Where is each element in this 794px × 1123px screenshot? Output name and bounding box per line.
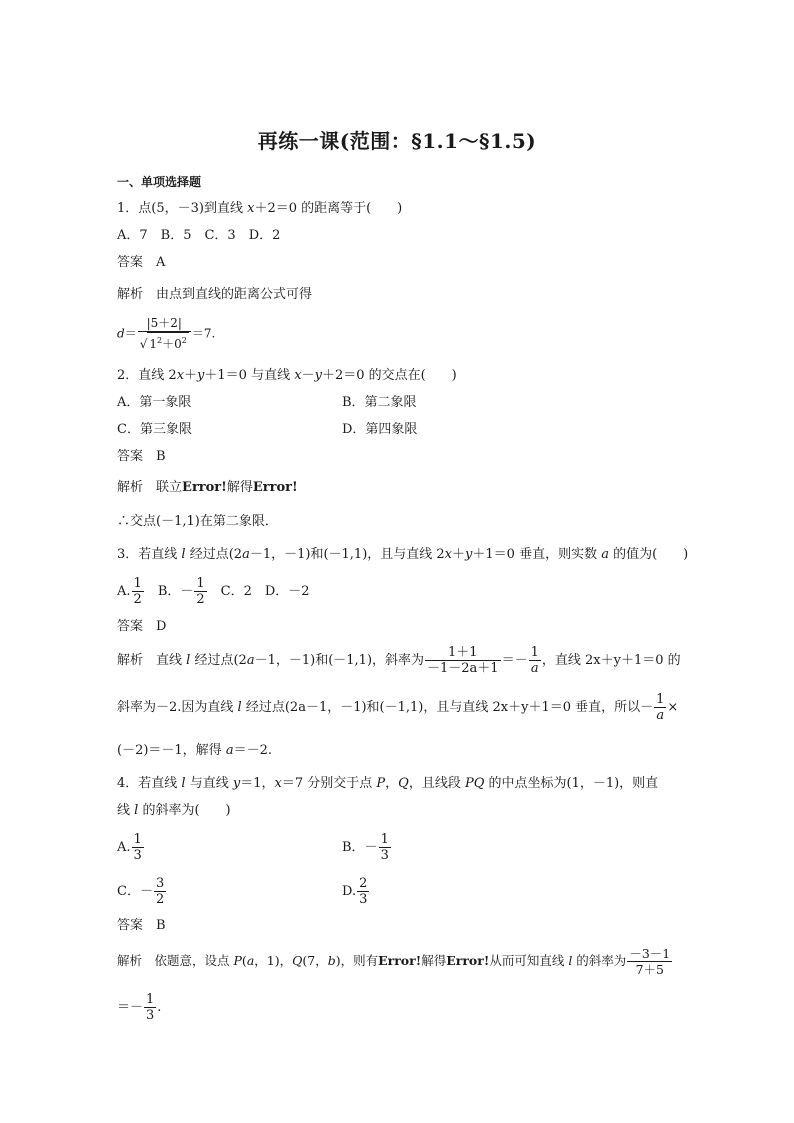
q4-option-a: A. $\frac{1}{3}$ bbox=[117, 832, 142, 863]
q3-analysis-line2: 斜率为－2.因为直线 l 经过点(2a－1，－1)和(－1,1)，且与直线 2x＋y＋1＝0 垂直，所以－ $\frac{1}{a}$ × bbox=[117, 692, 679, 723]
q2-option-c: C．第三象限 bbox=[117, 422, 192, 437]
q2-option-b: B．第二象限 bbox=[342, 395, 417, 410]
section-heading: 一、单项选择题 bbox=[117, 175, 202, 189]
q1-analysis: 解析 由点到直线的距离公式可得 bbox=[117, 287, 313, 302]
q3-stem: 3．若直线 l 经过点(2a－1，－1)和(－1,1)，且与直线 2x＋y＋1＝0 垂直，则实数 a 的值为( ) bbox=[117, 547, 689, 562]
q1-options: A．7 B．5 C．3 D．2 bbox=[117, 228, 281, 243]
q3-analysis-line3: (－2)＝－1，解得 a＝－2. bbox=[117, 743, 272, 758]
q4-analysis-line2: ＝－ $\frac{1}{3}$ . bbox=[117, 992, 162, 1023]
q2-option-a: A．第一象限 bbox=[117, 395, 192, 410]
q2-option-d: D．第四象限 bbox=[342, 422, 418, 437]
q2-answer: 答案 B bbox=[117, 449, 166, 464]
q4-analysis-line1: 解析 依题意，设点 P(a，1)，Q(7，b)，则有Error!解得Error!从而可知直线 l 的斜率为 $\frac{-3-1}{7+5}$ bbox=[117, 946, 671, 977]
q3-analysis-line1: 解析 直线 l 经过点(2a－1，－1)和(－1,1)，斜率为 $\frac{1+1}{-1-2a+1}$ ＝－ $\frac{1}{a}$ ，直线 2x＋y＋1＝0 的 bbox=[117, 645, 681, 676]
q2-stem: 2．直线 2x＋y＋1＝0 与直线 x－y＋2＝0 的交点在( ) bbox=[117, 368, 457, 383]
q4-answer: 答案 B bbox=[117, 918, 166, 933]
q1-formula: d＝ $\frac{|5+2|}{√ 1^2+0^2}$ ＝7. bbox=[117, 316, 216, 351]
q4-option-b: B．－ $\frac{1}{3}$ bbox=[342, 832, 389, 863]
q3-options: A. $\frac{1}{2}$ B．－ $\frac{1}{2}$ C．2 D．－2 bbox=[117, 576, 310, 607]
q4-option-c: C．－ $\frac{3}{2}$ bbox=[117, 876, 165, 907]
q2-analysis: 解析 联立Error!解得Error! bbox=[117, 480, 298, 495]
q4-stem-line2: 线 l 的斜率为( ) bbox=[117, 803, 231, 818]
q4-stem-line1: 4．若直线 l 与直线 y＝1，x＝7 分别交于点 P，Q，且线段 PQ 的中点坐标为(1，－1)，则直 bbox=[117, 776, 659, 791]
q4-option-d: D. $\frac{2}{3}$ bbox=[342, 876, 368, 907]
page-title: 再练一课(范围：§1.1～§1.5) bbox=[257, 129, 537, 153]
q3-answer: 答案 D bbox=[117, 619, 167, 634]
q1-answer: 答案 A bbox=[117, 255, 166, 270]
q1-stem: 1．点(5，－3)到直线 x＋2＝0 的距离等于( ) bbox=[117, 201, 403, 216]
q2-conclusion: ∴交点(－1,1)在第二象限． bbox=[117, 514, 278, 529]
